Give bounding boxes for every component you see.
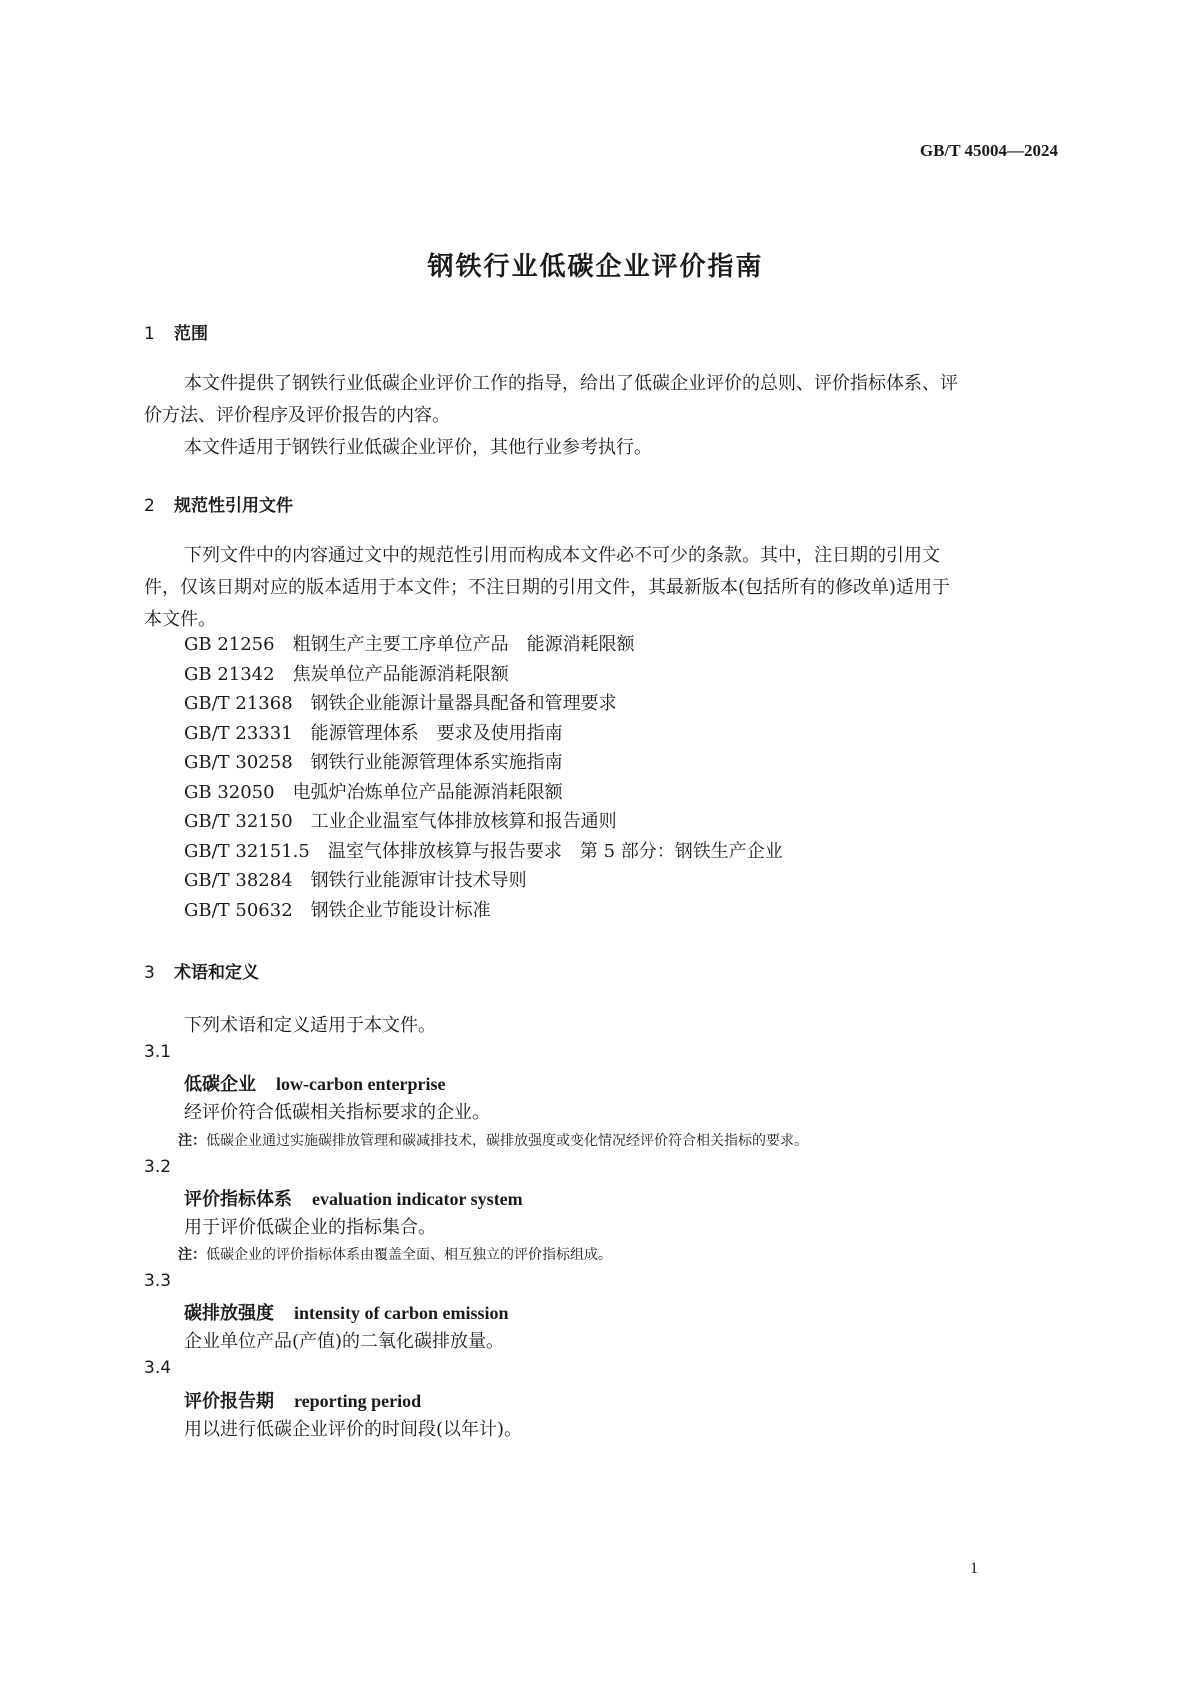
document-title: 钢铁行业低碳企业评价指南 (427, 252, 764, 282)
page-number: 1 (970, 1560, 978, 1577)
term-name-en: reporting period (294, 1391, 422, 1411)
note-label: 注： (178, 1133, 206, 1149)
reference-title: 钢铁行业能源管理体系实施指南 (310, 752, 563, 773)
reference-item (184, 689, 617, 715)
reference-title: 钢铁企业能源计量器具配备和管理要求 (310, 693, 617, 714)
term-name (184, 1387, 421, 1413)
reference-code: GB 21256 (184, 634, 275, 655)
reference-title: 钢铁行业能源审计技术导则 (310, 870, 527, 891)
term-note (178, 1244, 612, 1264)
term-number: 3.1 (144, 1042, 172, 1062)
section-1-heading (144, 319, 208, 344)
reference-code: GB/T 32151.5 (184, 841, 310, 862)
term-number: 3.3 (144, 1271, 172, 1291)
note-text: 低碳企业通过实施碳排放管理和碳减排技术，碳排放强度或变化情况经评价符合相关指标的要求。 (206, 1133, 808, 1149)
term-note (178, 1130, 808, 1150)
term-name (184, 1070, 445, 1096)
term-name-en: intensity of carbon emission (294, 1303, 509, 1323)
reference-code: GB/T 38284 (184, 870, 293, 891)
section-number: 1 (144, 324, 155, 344)
paragraph-line: 本文件。 (144, 609, 216, 630)
section-title: 范围 (174, 324, 208, 344)
reference-title: 粗钢生产主要工序单位产品 能源消耗限额 (292, 634, 635, 655)
term-number: 3.2 (144, 1157, 172, 1177)
section-3-intro: 下列术语和定义适用于本文件。 (184, 1015, 436, 1036)
reference-title: 电弧炉冶炼单位产品能源消耗限额 (292, 782, 563, 803)
section-title: 规范性引用文件 (174, 496, 293, 516)
term-name-zh: 评价报告期 (184, 1391, 274, 1412)
paragraph-line: 件，仅该日期对应的版本适用于本文件；不注日期的引用文件，其最新版本(包括所有的修改单)适用于 (144, 577, 951, 598)
paragraph-line: 本文件提供了钢铁行业低碳企业评价工作的指导，给出了低碳企业评价的总则、评价指标体系、评 (184, 373, 958, 394)
section-number: 3 (144, 963, 155, 983)
reference-code: GB 21342 (184, 664, 275, 685)
term-definition: 用于评价低碳企业的指标集合。 (184, 1217, 436, 1238)
section-2-intro (144, 540, 1054, 636)
reference-item (184, 778, 563, 804)
paragraph-line: 本文件适用于钢铁行业低碳企业评价，其他行业参考执行。 (184, 437, 652, 458)
reference-item (184, 748, 563, 774)
reference-code: GB/T 50632 (184, 900, 293, 921)
paragraph-line: 价方法、评价程序及评价报告的内容。 (144, 405, 450, 426)
reference-title: 工业企业温室气体排放核算和报告通则 (310, 811, 617, 832)
reference-code: GB/T 30258 (184, 752, 293, 773)
section-1-body (144, 368, 1054, 464)
reference-title: 能源管理体系 要求及使用指南 (310, 723, 563, 744)
section-number: 2 (144, 496, 155, 516)
term-name-en: evaluation indicator system (312, 1189, 523, 1209)
term-definition: 用以进行低碳企业评价的时间段(以年计)。 (184, 1419, 523, 1440)
reference-item (184, 719, 563, 745)
reference-code: GB/T 21368 (184, 693, 293, 714)
reference-item (184, 866, 527, 892)
term-name-en: low-carbon enterprise (276, 1074, 446, 1094)
reference-code: GB/T 23331 (184, 723, 293, 744)
term-name-zh: 低碳企业 (184, 1074, 256, 1095)
section-2-heading (144, 491, 293, 516)
reference-item (184, 896, 491, 922)
note-text: 低碳企业的评价指标体系由覆盖全面、相互独立的评价指标组成。 (206, 1247, 612, 1263)
section-title: 术语和定义 (174, 963, 259, 983)
term-definition: 企业单位产品(产值)的二氧化碳排放量。 (184, 1331, 505, 1352)
reference-item (184, 630, 635, 656)
reference-title: 温室气体排放核算与报告要求 第 5 部分：钢铁生产企业 (327, 841, 783, 862)
note-label: 注： (178, 1247, 206, 1263)
term-number: 3.4 (144, 1358, 172, 1378)
reference-title: 钢铁企业节能设计标准 (310, 900, 491, 921)
reference-item (184, 837, 783, 863)
term-name-zh: 碳排放强度 (184, 1303, 274, 1324)
reference-item (184, 807, 617, 833)
term-definition: 经评价符合低碳相关指标要求的企业。 (184, 1102, 490, 1123)
reference-title: 焦炭单位产品能源消耗限额 (292, 664, 509, 685)
term-name (184, 1185, 523, 1211)
reference-code: GB/T 32150 (184, 811, 293, 832)
term-name-zh: 评价指标体系 (184, 1189, 292, 1210)
section-3-heading (144, 958, 259, 983)
term-name (184, 1299, 509, 1325)
reference-code: GB 32050 (184, 782, 275, 803)
standard-code: GB/T 45004—2024 (919, 141, 1058, 160)
paragraph-line: 下列文件中的内容通过文中的规范性引用而构成本文件必不可少的条款。其中，注日期的引用文 (184, 545, 940, 566)
reference-item (184, 660, 509, 686)
